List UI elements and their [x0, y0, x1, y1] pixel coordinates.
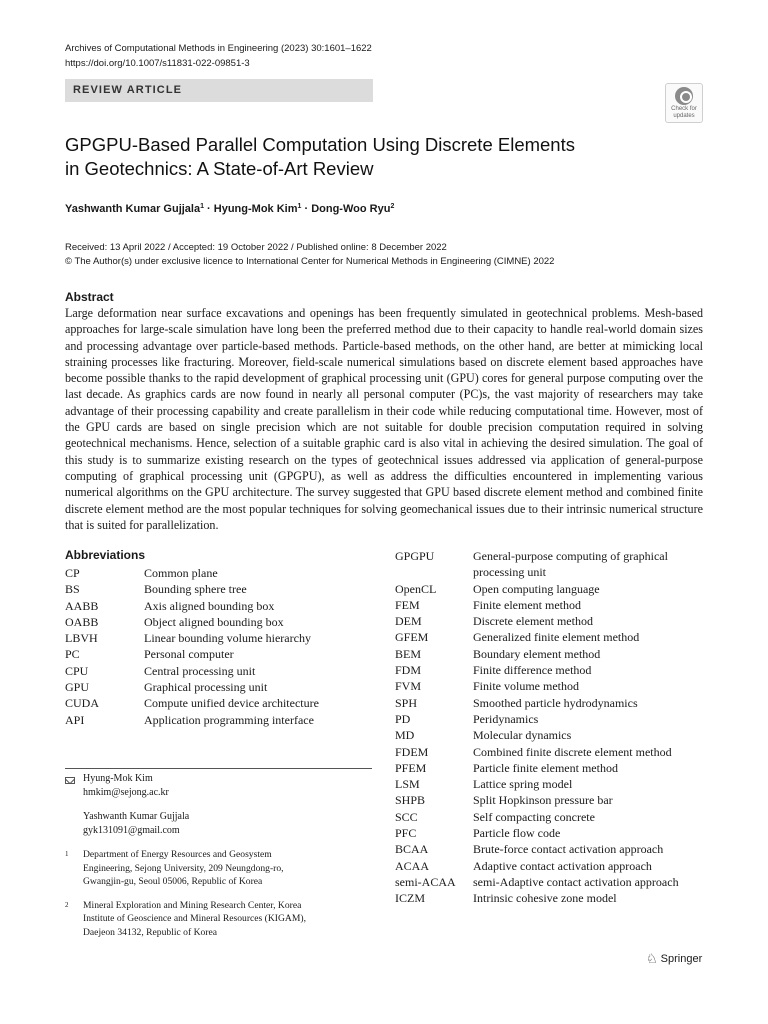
publication-dates: Received: 13 April 2022 / Accepted: 19 October 2022 / Published online: 8 December 2022 [65, 242, 447, 253]
abbreviation-term: BEM [395, 646, 422, 661]
abbreviation-row [395, 662, 715, 678]
abbreviation-definition: Central processing unit [144, 663, 256, 678]
affiliation-number: 2 [65, 900, 69, 909]
correspondence-block [65, 772, 375, 939]
abbreviation-term: FEM [395, 597, 420, 612]
abbreviation-definition: Self compacting concrete [473, 809, 595, 824]
abbreviation-definition: semi-Adaptive contact activation approach [473, 874, 679, 889]
abbreviation-definition: Open computing language [473, 581, 600, 596]
check-for-updates-icon [675, 87, 693, 105]
abbreviation-term: CP [65, 566, 80, 580]
abbreviation-row [395, 613, 715, 629]
abbreviation-row [395, 874, 715, 890]
affiliation-line: Mineral Exploration and Mining Research Center, Korea [83, 899, 302, 911]
doi-link[interactable]: https://doi.org/10.1007/s11831-022-09851-3 [65, 58, 250, 69]
abbreviation-row [65, 695, 355, 711]
abbreviation-definition: Split Hopkinson pressure bar [473, 793, 613, 808]
copyright-line: © The Author(s) under exclusive licence to International Center for Numerical Methods in Engineering (CIMNE) 2022 [65, 256, 555, 267]
article-type-band [65, 79, 373, 102]
abbreviation-term: ACAA [395, 858, 430, 873]
affiliation-line: Institute of Geoscience and Mineral Resources (KIGAM), [83, 913, 306, 924]
title-line-1: GPGPU-Based Parallel Computation Using Discrete Elements [65, 134, 575, 155]
abbreviation-term: PFC [395, 826, 417, 841]
abbreviation-row [65, 614, 355, 630]
affiliation-line: Gwangjin-gu, Seoul 05006, Republic of Korea [83, 876, 263, 887]
abbreviation-term: API [65, 712, 85, 727]
journal-citation: Archives of Computational Methods in Engineering (2023) 30:1601–1622 [65, 43, 372, 54]
abbreviation-definition: Finite element method [473, 597, 581, 612]
abbreviation-row [65, 646, 355, 662]
abbreviation-definition: Discrete element method [473, 614, 593, 629]
abbreviations-heading: Abbreviations [65, 548, 146, 562]
springer-horse-icon: ♘ [646, 951, 658, 966]
author-name[interactable]: Dong-Woo Ryu [311, 203, 391, 215]
author-affiliation-ref: 2 [390, 203, 395, 210]
abbreviation-row [395, 809, 715, 825]
abbreviation-row [65, 679, 355, 695]
abbreviation-definition: Finite difference method [473, 663, 592, 678]
abbreviation-row [65, 712, 355, 728]
abbreviation-term: BCAA [395, 842, 429, 857]
author-affiliation-ref: 1 [200, 203, 204, 210]
abbreviation-term: ICZM [395, 891, 425, 906]
author-list [65, 203, 394, 215]
abbreviation-definition: Boundary element method [473, 646, 601, 661]
abbreviation-row [65, 598, 355, 614]
abbreviation-term: FDEM [395, 744, 429, 759]
abbreviation-row [395, 581, 715, 597]
author-name[interactable]: Hyung-Mok Kim [213, 203, 298, 215]
abbreviation-definition: Brute-force contact activation approach [473, 842, 664, 857]
publisher-logo [646, 951, 702, 967]
abbreviation-row [395, 890, 715, 906]
article-type: REVIEW ARTICLE [73, 84, 183, 96]
abbreviation-definition: Personal computer [144, 647, 234, 662]
abbreviation-row [395, 760, 715, 776]
publication-info [65, 241, 554, 269]
abbreviation-term: OpenCL [395, 581, 437, 596]
abbreviation-definition: Generalized finite element method [473, 630, 640, 645]
abbreviation-row [395, 825, 715, 841]
abbreviation-definition: Object aligned bounding box [144, 614, 284, 629]
affiliation-number: 1 [65, 850, 69, 858]
abbreviation-term: LBVH [65, 631, 98, 646]
abbreviation-term: semi-ACAA [395, 874, 456, 889]
abbreviation-definition: Linear bounding volume hierarchy [144, 631, 311, 646]
abbreviation-definition: Compute unified device architecture [144, 696, 319, 711]
footnote-divider [65, 768, 372, 769]
journal-header [65, 41, 372, 71]
abbreviation-term: SCC [395, 809, 418, 824]
check-for-updates-badge[interactable] [665, 83, 703, 123]
author-separator: · [301, 203, 312, 215]
affiliation-line: Daejeon 34132, Republic of Korea [83, 926, 218, 938]
corresponding-author-email[interactable]: hmkim@sejong.ac.kr [83, 787, 169, 798]
abbreviation-definition: Graphical processing unit [144, 680, 268, 695]
abbreviation-definition: Intrinsic cohesive zone model [473, 891, 617, 906]
abbreviation-definition: Peridynamics [473, 711, 539, 726]
abbreviation-definition: Particle finite element method [473, 760, 618, 775]
corresponding-author-name: Hyung-Mok Kim [83, 773, 153, 784]
article-title [65, 133, 685, 181]
abbreviation-definition: Smoothed particle hydrodynamics [473, 695, 638, 710]
abbreviation-definition: Combined finite discrete element method [473, 744, 672, 759]
abbreviation-row [395, 597, 715, 613]
abbreviation-term: SHPB [395, 793, 426, 808]
abbreviation-row [65, 663, 355, 679]
abbreviation-term: FVM [395, 679, 422, 694]
abbreviation-row [395, 776, 715, 792]
abbreviation-term: PFEM [395, 760, 427, 775]
abbreviation-row [65, 581, 355, 597]
abbreviation-definition: Molecular dynamics [473, 728, 572, 743]
abbreviation-term: AABB [65, 598, 99, 613]
abbreviation-term: CPU [65, 663, 89, 678]
abbreviation-row [395, 744, 715, 760]
abbreviation-term: FDM [395, 663, 422, 678]
abbreviation-definition: Finite volume method [473, 679, 579, 694]
coauthor-name: Yashwanth Kumar Gujjala [83, 811, 190, 822]
abbreviation-row [395, 629, 715, 645]
abbreviation-definition: General-purpose computing of graphical processing unit [473, 549, 668, 580]
abbreviation-term: SPH [395, 695, 418, 710]
author-separator: · [204, 203, 214, 215]
coauthor-email[interactable]: gyk131091@gmail.com [83, 825, 180, 836]
abbreviation-row [395, 678, 715, 694]
author-name[interactable]: Yashwanth Kumar Gujjala [65, 203, 201, 215]
abstract-heading: Abstract [65, 290, 114, 304]
abbreviation-term: PD [395, 711, 411, 726]
abbreviation-term: BS [65, 582, 80, 597]
affiliation-line: Engineering, Sejong University, 209 Neungdong-ro, [83, 862, 284, 874]
abbreviation-row [395, 646, 715, 662]
abbreviations-list-right [395, 548, 715, 907]
abbreviation-term: GPGPU [395, 549, 435, 563]
abbreviation-definition: Adaptive contact activation approach [473, 858, 652, 873]
abbreviation-row [395, 841, 715, 857]
abbreviation-term: DEM [395, 614, 422, 629]
affiliation-1 [65, 848, 375, 889]
abbreviation-row [395, 792, 715, 808]
abbreviation-row [395, 695, 715, 711]
check-line1: Check for [671, 106, 697, 112]
abbreviation-definition: Lattice spring model [473, 777, 573, 792]
abbreviation-term: LSM [395, 777, 420, 792]
abbreviation-term: MD [395, 728, 415, 743]
abbreviation-row [395, 727, 715, 743]
abbreviation-definition: Bounding sphere tree [144, 582, 247, 597]
affiliation-line: Department of Energy Resources and Geosystem [83, 849, 272, 860]
abbreviation-row [395, 711, 715, 727]
abbreviation-definition: Particle flow code [473, 826, 561, 841]
title-line-2: in Geotechnics: A State-of-Art Review [65, 158, 374, 179]
abbreviation-term: OABB [65, 614, 99, 629]
abbreviation-definition: Axis aligned bounding box [144, 598, 275, 613]
publisher-name: Springer [660, 953, 703, 965]
abbreviation-row [65, 565, 355, 581]
abbreviation-term: GFEM [395, 630, 429, 645]
abbreviation-row [65, 630, 355, 646]
check-line2: updates [673, 113, 695, 119]
abstract-text: Large deformation near surface excavations and openings has been frequently simulated in geotechnical problems. Mesh-based approaches for large-scale simulation have long been the preferred method due to their capacity to handle real-world domain sizes and processing advantage over particle-based methods. Particle-based methods, on the other hand, are better at mimicking local straining processes like fracturing. Moreover, field-scale numerical simulations based on discrete element based approaches have become possible thanks to the rapid development of graphical processing unit (GPU) cores for general purpose computing over the last decade. As graphics cards are now found in nearly all personal computer (PC)s, the vast majority of researchers may take advantage of their processing capability and create parallelism in their code while reducing computational time. However, most of the GPU cards are based on single precision which are not suitable for double precision computation required in solving geotechnical mechanisms. Hence, selection of a suitable graphic card is also vital in achieving the desired simulation. The goal of this study is to summarize existing research on the types of geotechnical issues addressed via application of general-purpose computing of graphical processing unit (GPGPU), as well as address the difficulties encountered in implementing various numerical algorithms on the GPU architecture. The survey suggested that GPU based discrete element method and combined finite discrete element method are the most popular techniques for solving geomechanical issues due to their intrinsic numerical structure that is suited for parallelization. [65, 306, 703, 532]
author-affiliation-ref: 1 [297, 203, 302, 210]
abbreviation-term: GPU [65, 680, 90, 695]
abbreviation-row [395, 548, 715, 581]
abbreviation-term: PC [65, 647, 80, 662]
abbreviation-row [395, 858, 715, 874]
abbreviation-term: CUDA [65, 696, 100, 711]
abbreviation-definition: Application programming interface [144, 712, 314, 727]
abbreviation-definition: Common plane [144, 566, 218, 580]
abbreviations-list-left [65, 565, 355, 728]
envelope-icon [65, 777, 75, 784]
affiliation-2 [65, 899, 375, 940]
